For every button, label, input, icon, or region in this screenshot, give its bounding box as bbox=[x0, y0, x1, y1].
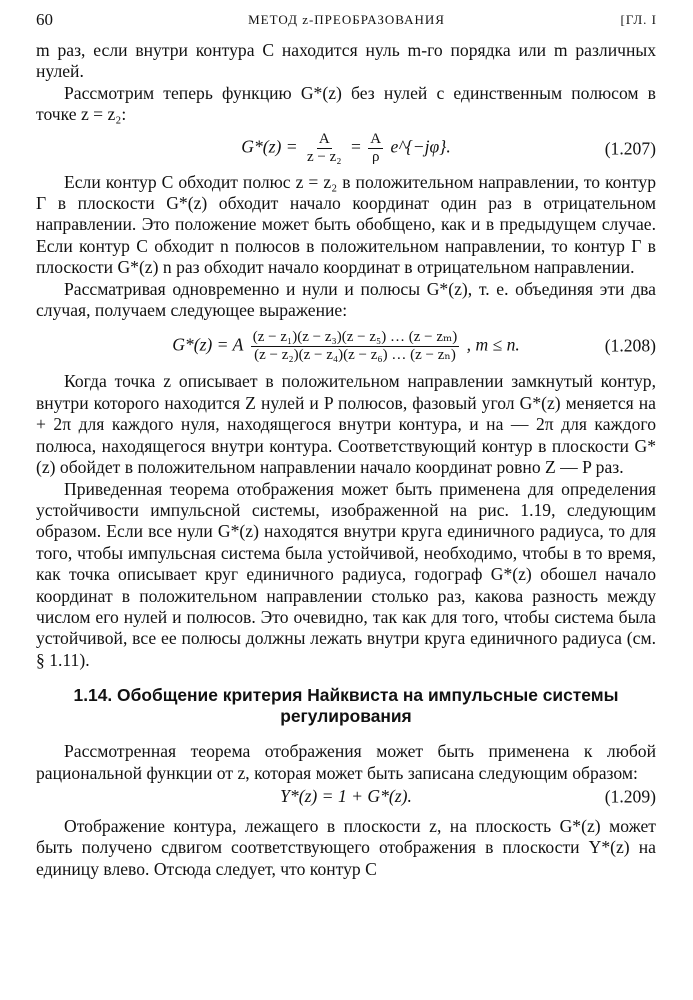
eq207-equals: = bbox=[350, 136, 361, 157]
paragraph-6: Приведенная теорема отображения может быть применена для определения устойчивости импульсной системы, изображенной на рис. 1.19, следующим образом. Если все нули G*(z) находятся внутри круга единичного радиуса, то для того, чтобы импульсная система была устойчивой, необходимо, чтобы в то время, как точка описывает круг единичного радиуса, годограф G*(z) обошел начало координат в положительном направлении столько раз, какова разность между числом его нулей и полюсов. Это очевидно, так как для того, чтобы система была устойчивой, все ее полюсы должны лежать внутри круга единичного радиуса (см. § 1.11). bbox=[36, 478, 656, 670]
equation-1-208 bbox=[36, 321, 656, 371]
eq208-condition: , m ≤ n. bbox=[466, 334, 520, 355]
eq208-number: (1.208) bbox=[604, 335, 656, 356]
eq209-number: (1.209) bbox=[604, 786, 656, 807]
paragraph-7: Рассмотренная теорема отображения может быть применена к любой рациональной функции от z, которая может быть записана следующим образом: bbox=[36, 741, 656, 783]
eq207-number: (1.207) bbox=[604, 137, 656, 158]
eq208-numerator: (z − z₁)(z − z₃)(z − z₅) … (z − zₘ) bbox=[252, 328, 458, 345]
eq207-fraction-1 bbox=[305, 131, 344, 166]
chapter-label: [ГЛ. I bbox=[620, 12, 657, 27]
eq208-fraction bbox=[251, 329, 459, 364]
eq208-lhs: G*(z) = A bbox=[172, 334, 244, 355]
paragraph-3: Если контур C обходит полюс z = z₂ в положительном направлении, то контур Г в плоскости G*(z) обходит начало координат один раз в отрицательном направлении. Это положение может быть обобщено, как и в предыдущем случае. Если контур C обходит n полюсов в положительном направлении, то контур Г в плоскости G*(z) n раз обходит начало координат в отрицательном направлении. bbox=[36, 171, 656, 278]
equation-1-207 bbox=[36, 126, 656, 172]
eq207-lhs: G*(z) = bbox=[241, 136, 298, 157]
eq207-f1-num: A bbox=[318, 131, 330, 148]
text-body bbox=[36, 40, 656, 880]
paragraph-8: Отображение контура, лежащего в плоскости z, на плоскость G*(z) может быть получено сдвигом соответствующего отображения в плоскости Y*(z) на единицу влево. Отсюда следует, что контур C bbox=[36, 815, 656, 879]
eq207-f1-den: z − z₂ bbox=[307, 149, 342, 166]
eq207-f2-den: ρ bbox=[371, 149, 380, 166]
eq209-text: Y*(z) = 1 + G*(z). bbox=[280, 786, 412, 807]
equation-1-209 bbox=[36, 784, 656, 810]
eq208-denominator: (z − z₂)(z − z₄)(z − z₆) … (z − zₙ) bbox=[254, 346, 456, 363]
paragraph-4: Рассматривая одновременно и нули и полюсы G*(z), т. е. объединяя эти два случая, получаем следующее выражение: bbox=[36, 278, 656, 321]
eq207-f2-num: A bbox=[370, 131, 382, 148]
running-header bbox=[36, 6, 657, 32]
page-number: 60 bbox=[36, 10, 53, 29]
paragraph-1: m раз, если внутри контура C находится нуль m-го порядка или m различных нулей. bbox=[36, 40, 656, 82]
paragraph-5: Когда точка z описывает в положительном направлении замкнутый контур, внутри которого находится Z нулей и P полюсов, фазовый угол G*(z) меняется на + 2π для каждого нуля, находящегося внутри контура, и на — 2π для каждого полюса, находящегося внутри контура. Соответствующий контур в плоскости G*(z) обойдет в положительном направлении начало координат ровно Z — P раз. bbox=[36, 371, 656, 478]
header-title: МЕТОД z-ПРЕОБРАЗОВАНИЯ bbox=[248, 12, 445, 27]
eq207-fraction-2 bbox=[368, 131, 383, 166]
eq207-tail: e^{−jφ}. bbox=[390, 136, 451, 157]
section-heading: 1.14. Обобщение критерия Найквиста на импульсные системы регулирования bbox=[73, 685, 619, 727]
paragraph-2: Рассмотрим теперь функцию G*(z) без нулей с единственным полюсом в точке z = z₂: bbox=[36, 82, 656, 125]
